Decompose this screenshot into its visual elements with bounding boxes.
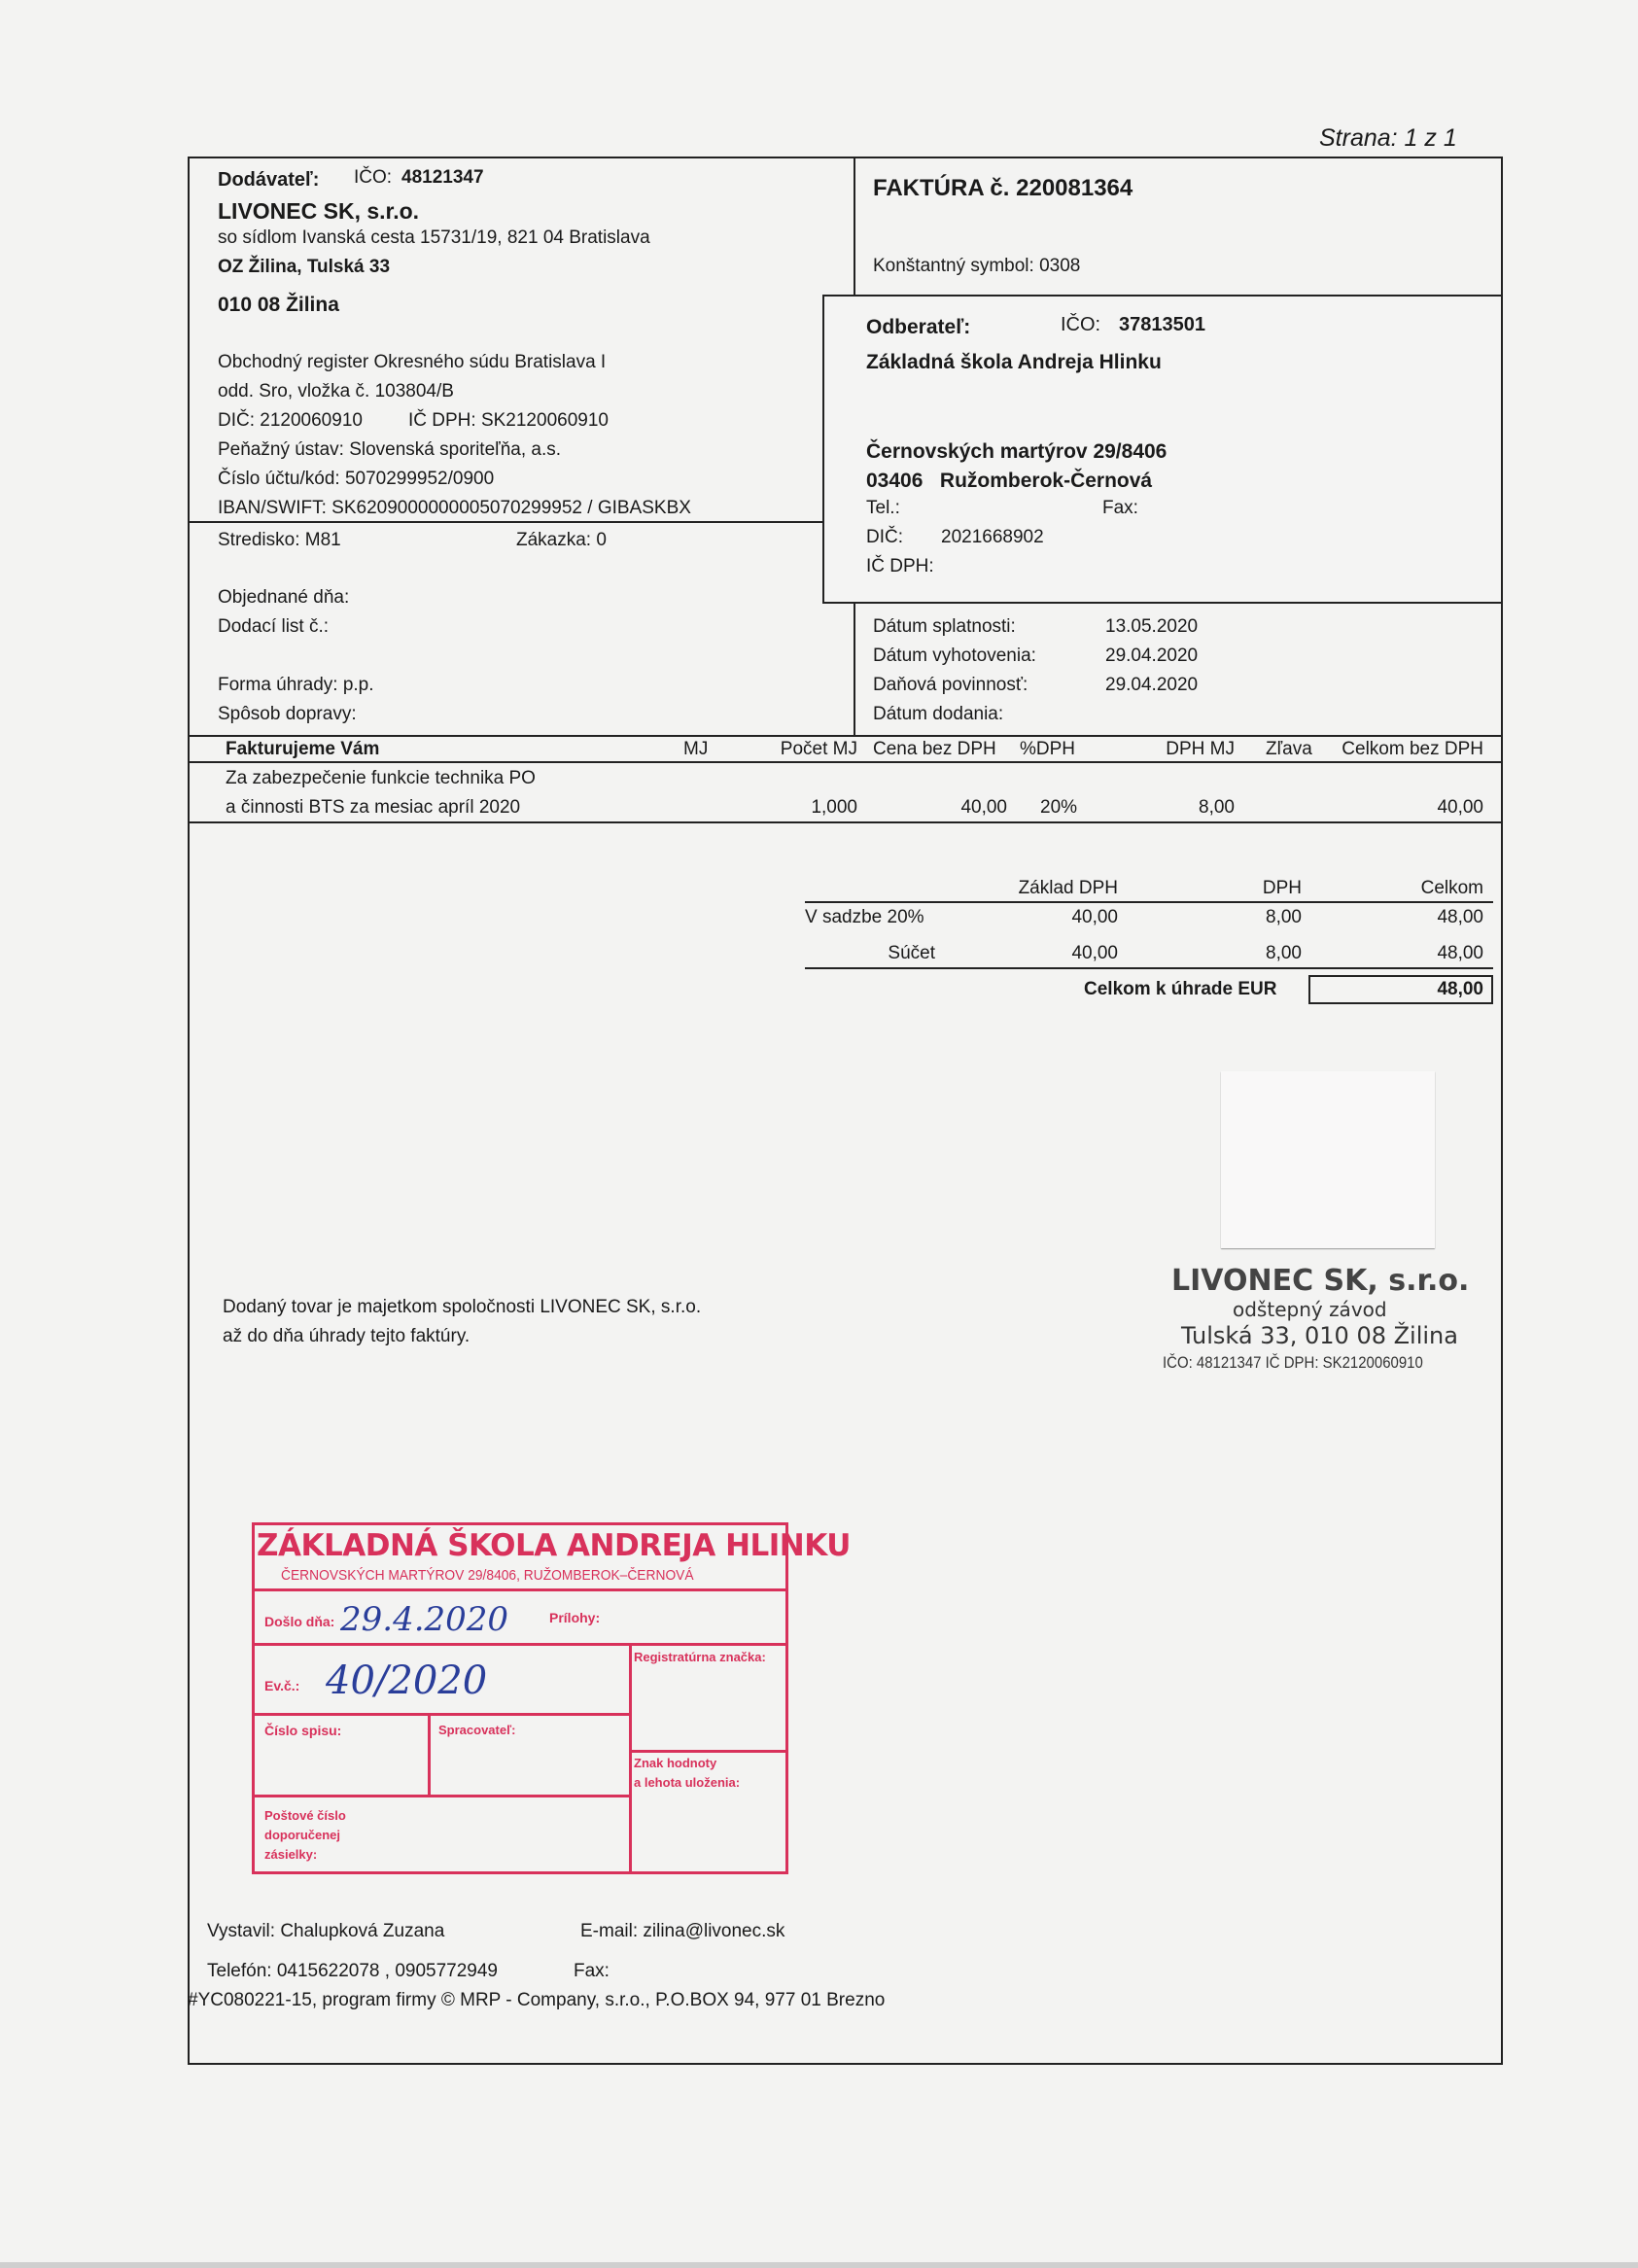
supplier-ic-dph: IČ DPH: SK2120060910 — [408, 410, 609, 431]
date-label: Dátum splatnosti: — [873, 616, 1016, 637]
postal-label-2: doporučenej — [264, 1828, 341, 1842]
supplier-bottom-line — [188, 521, 824, 523]
summary-sum-total: 48,00 — [1437, 943, 1483, 963]
supplier-register-1: Obchodný register Okresného súdu Bratislava I — [218, 352, 607, 372]
page-number: Strana: 1 z 1 — [1319, 124, 1457, 152]
supplier-name: LIVONEC SK, s.r.o. — [218, 198, 420, 224]
supplier-register-2: odd. Sro, vložka č. 103804/B — [218, 381, 454, 401]
header-divider — [854, 157, 855, 297]
ownership-note-1: Dodaný tovar je majetkom spoločnosti LIVONEC SK, s.r.o. — [223, 1297, 702, 1317]
table-bottom-line — [188, 821, 1503, 823]
supplier-ico-label: IČO: — [354, 167, 393, 188]
stamp-divider — [252, 1795, 629, 1797]
summary-header-base: Základ DPH — [1018, 878, 1118, 898]
customer-dic: 2021668902 — [941, 527, 1044, 547]
item-description-line-2: a činnosti BTS za mesiac apríl 2020 — [226, 797, 521, 818]
supplier-stamp-address: Tulská 33, 010 08 Žilina — [1181, 1322, 1458, 1349]
stamp-divider — [252, 1643, 788, 1646]
ownership-note-2: až do dňa úhrady tejto faktúry. — [223, 1326, 470, 1346]
amount-due-value: 48,00 — [1437, 979, 1483, 999]
col-header-discount: Zľava — [1266, 739, 1312, 759]
supplier-stamp-ids: IČO: 48121347 IČ DPH: SK2120060910 — [1163, 1353, 1423, 1372]
summary-sum-vat: 8,00 — [1266, 943, 1302, 963]
transport-method: Spôsob dopravy: — [218, 704, 357, 724]
customer-tel-label: Tel.: — [866, 498, 900, 518]
summary-header-total: Celkom — [1420, 878, 1483, 898]
item-total: 40,00 — [1437, 797, 1483, 818]
supplier-stamp-branch: odštepný závod — [1233, 1298, 1387, 1321]
constant-symbol: Konštantný symbol: 0308 — [873, 256, 1081, 276]
retention-label-1: Znak hodnoty — [634, 1756, 717, 1770]
customer-ic-dph-label: IČ DPH: — [866, 556, 934, 576]
stamp-divider — [629, 1643, 632, 1874]
payment-form: Forma úhrady: p.p. — [218, 675, 374, 695]
table-header-line — [188, 761, 1503, 763]
registration-mark-label: Registratúrna značka: — [634, 1650, 766, 1664]
date-label: Daňová povinnosť: — [873, 675, 1028, 695]
supplier-bank: Peňažný ústav: Slovenská sporiteľňa, a.s. — [218, 439, 562, 460]
supplier-label: Dodávateľ: — [218, 169, 320, 191]
contact-phone: Telefón: 0415622078 , 0905772949 — [207, 1961, 498, 1981]
summary-row-vat: 8,00 — [1266, 907, 1302, 927]
date-value: 13.05.2020 — [1105, 616, 1199, 637]
summary-top-line — [805, 901, 1493, 903]
ev-number-label: Ev.č.: — [264, 1678, 300, 1693]
date-value: 29.04.2020 — [1105, 675, 1199, 695]
supplier-iban: IBAN/SWIFT: SK6209000000005070299952 / GIBASKBX — [218, 498, 691, 518]
col-header-mj: MJ — [683, 739, 709, 759]
customer-name: Základná škola Andreja Hlinku — [866, 351, 1162, 373]
retention-label-2: a lehota uloženia: — [634, 1775, 741, 1790]
cost-center: Stredisko: M81 — [218, 530, 341, 550]
customer-street: Černovských martýrov 29/8406 — [866, 440, 1168, 463]
issued-by: Vystavil: Chalupková Zuzana — [207, 1921, 445, 1941]
table-top-line — [188, 735, 1503, 737]
signature-patch — [1221, 1071, 1435, 1248]
registry-stamp-title: ZÁKLADNÁ ŠKOLA ANDREJA HLINKU — [257, 1528, 851, 1563]
customer-ico-label: IČO: — [1061, 314, 1101, 335]
ev-number-value: 40/2020 — [326, 1658, 488, 1703]
contact-fax: Fax: — [574, 1961, 610, 1981]
supplier-account: Číslo účtu/kód: 5070299952/0900 — [218, 469, 495, 489]
file-number-label: Číslo spisu: — [264, 1723, 342, 1738]
summary-row-base: 40,00 — [1071, 907, 1118, 927]
stamp-divider — [252, 1588, 788, 1591]
supplier-branch: OZ Žilina, Tulská 33 — [218, 257, 391, 277]
customer-dic-label: DIČ: — [866, 527, 903, 547]
delivery-note: Dodací list č.: — [218, 616, 330, 637]
postal-label-3: zásielky: — [264, 1847, 318, 1862]
summary-header-vat: DPH — [1262, 878, 1302, 898]
date-value: 29.04.2020 — [1105, 646, 1199, 666]
supplier-seat: so sídlom Ivanská cesta 15731/19, 821 04 Bratislava — [218, 227, 650, 248]
registry-stamp-address: ČERNOVSKÝCH MARTÝROV 29/8406, RUŽOMBEROK–ČERNOVÁ — [281, 1567, 694, 1584]
item-description-line-1: Za zabezpečenie funkcie technika PO — [226, 768, 536, 788]
item-price: 40,00 — [960, 797, 1007, 818]
customer-ico: 37813501 — [1119, 314, 1205, 335]
invoice-title: FAKTÚRA č. 220081364 — [873, 175, 1133, 201]
scan-edge — [0, 2262, 1638, 2268]
item-qty: 1,000 — [811, 797, 857, 818]
stamp-divider — [428, 1713, 431, 1795]
summary-row-label: V sadzbe 20% — [805, 907, 924, 927]
col-header-qty: Počet MJ — [780, 739, 857, 759]
customer-label: Odberateľ: — [866, 316, 971, 338]
job-number: Zákazka: 0 — [516, 530, 607, 550]
date-label: Dátum vyhotovenia: — [873, 646, 1036, 666]
received-label: Došlo dňa: — [264, 1614, 335, 1629]
customer-fax-label: Fax: — [1102, 498, 1138, 518]
supplier-city: 010 08 Žilina — [218, 294, 339, 316]
software-note: #YC080221-15, program firmy © MRP - Company, s.r.o., P.O.BOX 94, 977 01 Brezno — [188, 1990, 886, 2010]
amount-due-label: Celkom k úhrade EUR — [1084, 979, 1277, 999]
customer-city: 03406 Ružomberok-Černová — [866, 470, 1153, 492]
date-label: Dátum dodania: — [873, 704, 1004, 724]
handler-label: Spracovateľ: — [438, 1723, 516, 1737]
stamp-divider — [252, 1713, 629, 1716]
attachments-label: Prílohy: — [549, 1610, 601, 1625]
col-header-description: Fakturujeme Vám — [226, 739, 380, 759]
contact-email: E-mail: zilina@livonec.sk — [580, 1921, 785, 1941]
ordered-date: Objednané dňa: — [218, 587, 350, 608]
header-divider-lower — [854, 601, 855, 735]
summary-sum-base: 40,00 — [1071, 943, 1118, 963]
col-header-total: Celkom bez DPH — [1342, 739, 1483, 759]
summary-row-total: 48,00 — [1437, 907, 1483, 927]
postal-label-1: Poštové číslo — [264, 1808, 346, 1823]
item-vat-pct: 20% — [1040, 797, 1078, 818]
summary-bottom-line — [805, 967, 1493, 969]
item-vat-unit: 8,00 — [1199, 797, 1235, 818]
supplier-dic: DIČ: 2120060910 — [218, 410, 363, 431]
col-header-price: Cena bez DPH — [873, 739, 996, 759]
col-header-vat-pct: %DPH — [1020, 739, 1076, 759]
stamp-divider — [629, 1750, 788, 1753]
supplier-ico: 48121347 — [401, 167, 484, 188]
summary-sum-label: Súčet — [888, 943, 935, 963]
received-value: 29.4.2020 — [340, 1600, 509, 1639]
supplier-stamp-name: LIVONEC SK, s.r.o. — [1171, 1264, 1470, 1298]
col-header-vat-unit: DPH MJ — [1166, 739, 1235, 759]
